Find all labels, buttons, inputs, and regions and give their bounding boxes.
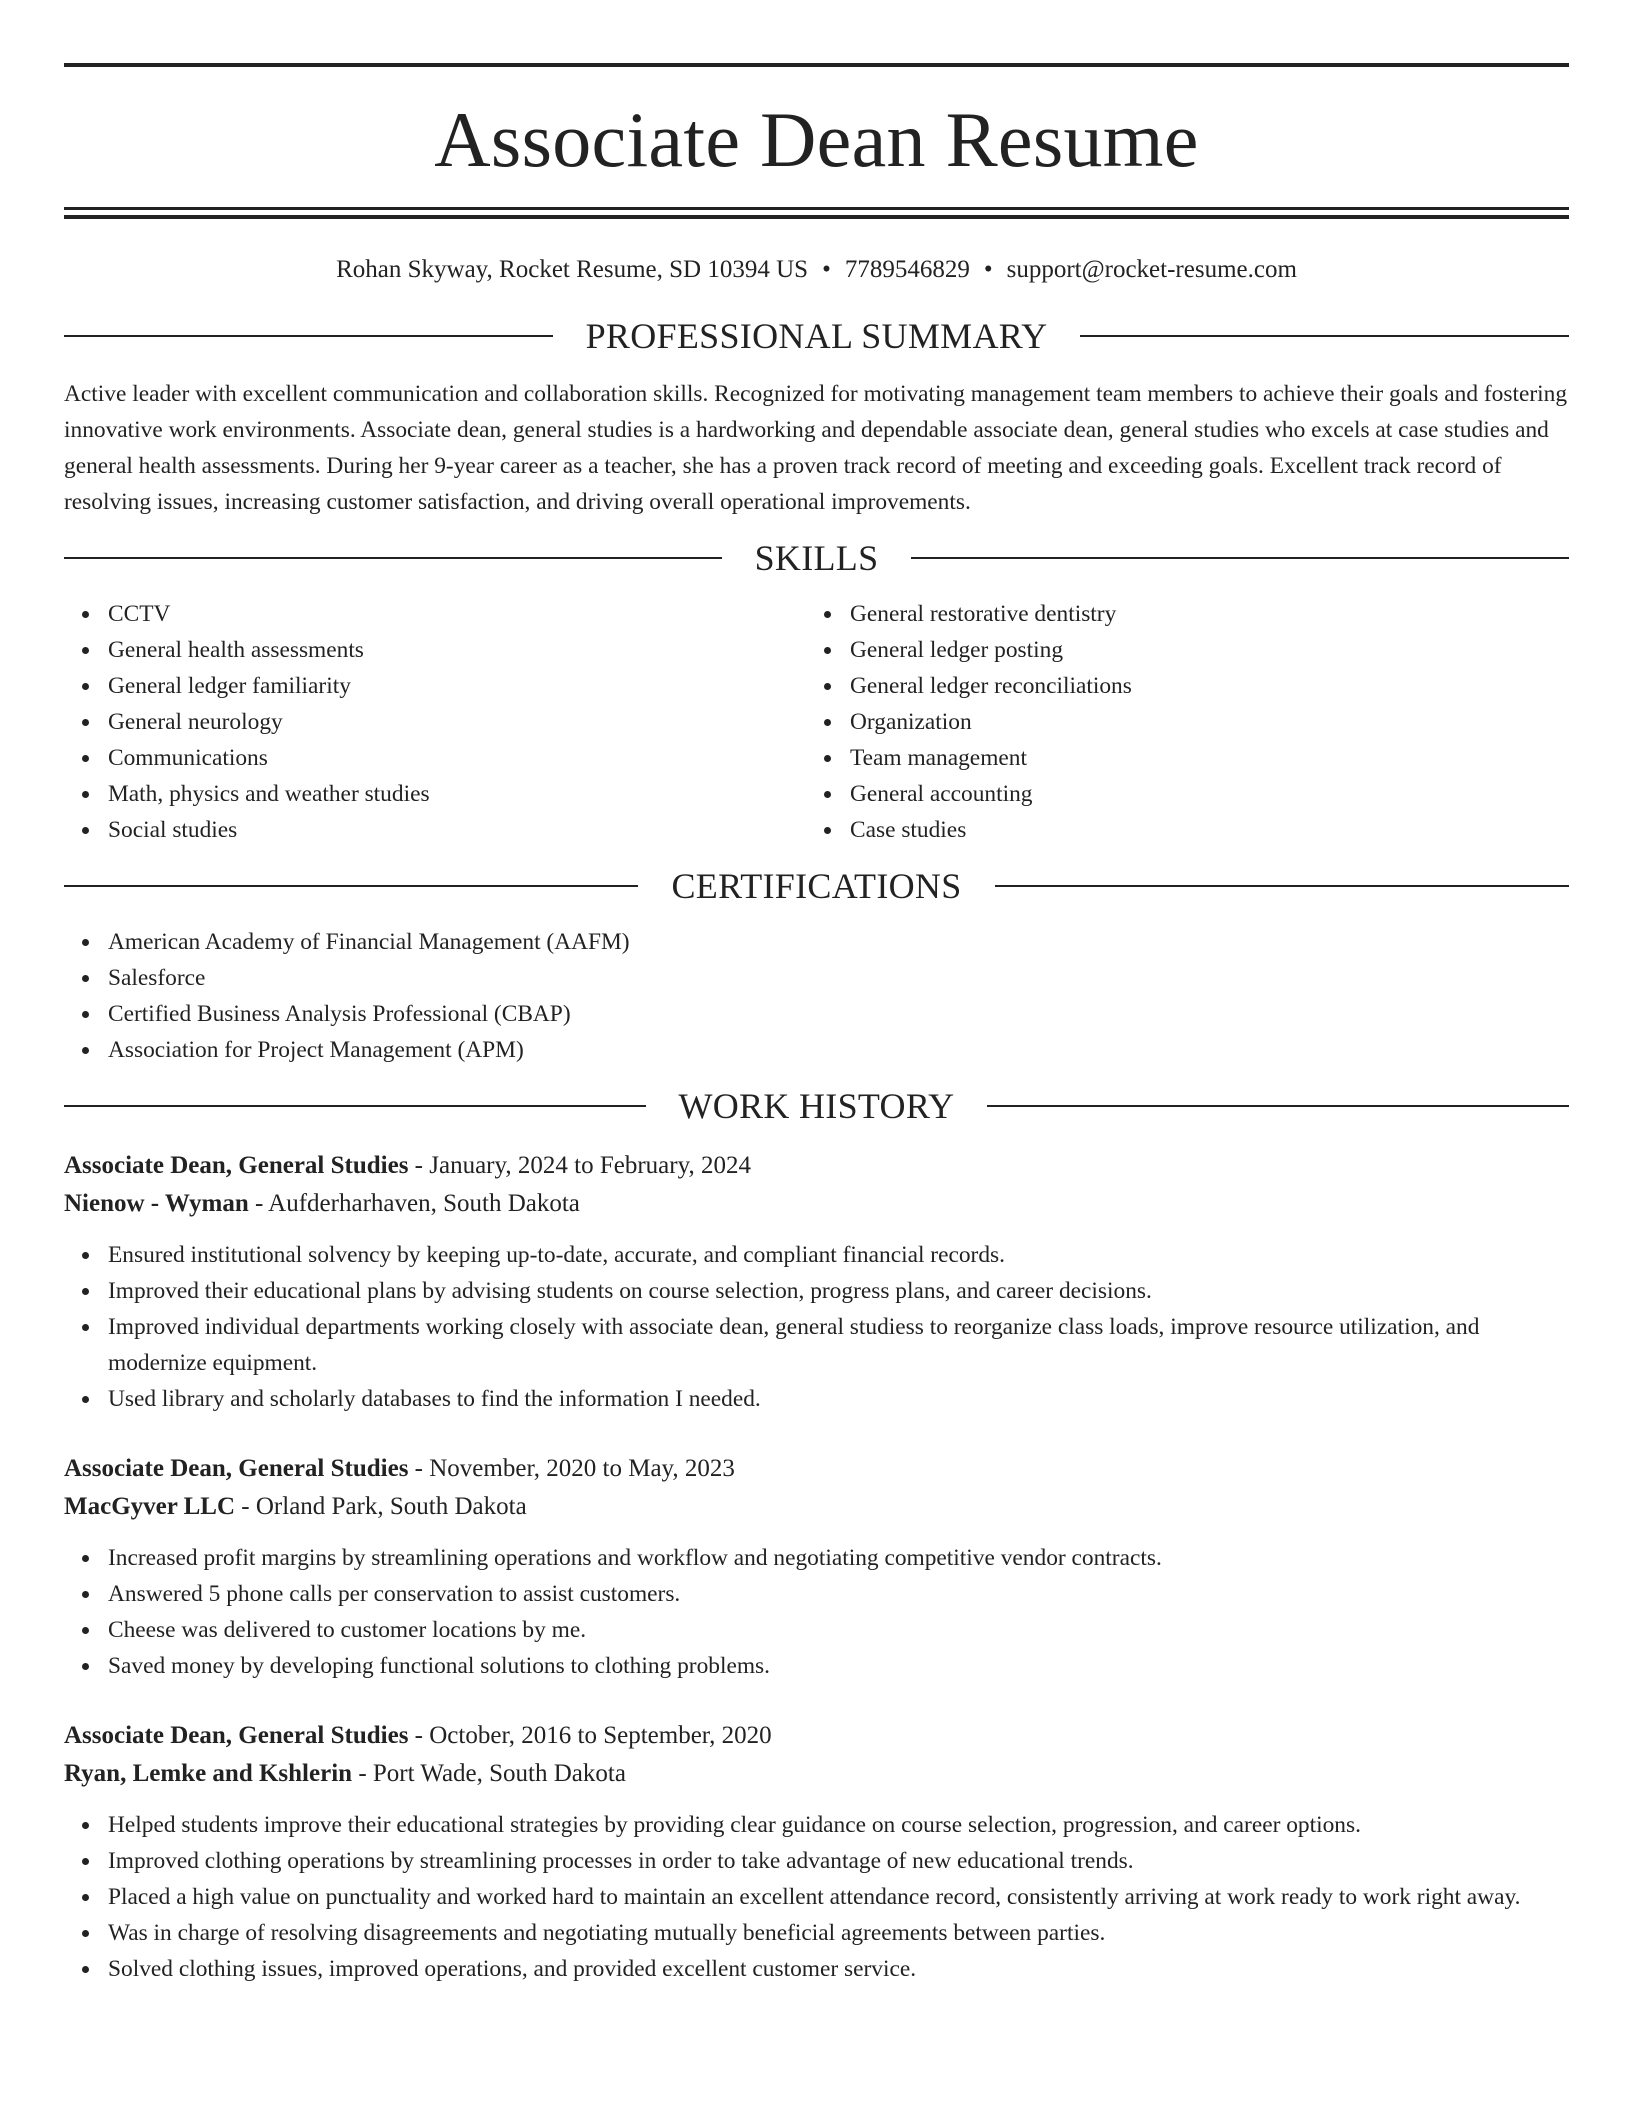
heading-rule bbox=[64, 1105, 646, 1107]
heading-rule bbox=[987, 1105, 1569, 1107]
certification-item: American Academy of Financial Management (AAFM) bbox=[108, 924, 1569, 960]
certification-item: Salesforce bbox=[108, 960, 1569, 996]
job-dates: - January, 2024 to February, 2024 bbox=[408, 1152, 751, 1179]
section-heading-summary bbox=[64, 316, 1569, 356]
job-entry bbox=[64, 1147, 1569, 1417]
heading-rule bbox=[995, 885, 1569, 887]
job-bullet: Was in charge of resolving disagreements and negotiating mutually beneficial agreements between parties. bbox=[108, 1915, 1569, 1951]
skill-item: General restorative dentistry bbox=[850, 596, 1548, 632]
contact-separator: • bbox=[822, 256, 831, 283]
job-location: - Port Wade, South Dakota bbox=[352, 1760, 626, 1787]
summary-paragraph: Active leader with excellent communication and collaboration skills. Recognized for motivating management team members to achieve their goals and fostering innovative work environments. Associate dean, general studies is a hardworking and dependable associate dean, general studies who excels at case studies and general health assessments. During her 9-year career as a teacher, she has a proven track record of meeting and exceeding goals. Excellent track record of resolving issues, increasing customer satisfaction, and driving overall operational improvements. bbox=[64, 381, 1568, 515]
certification-item: Certified Business Analysis Professional (CBAP) bbox=[108, 996, 1569, 1032]
skills-list-left bbox=[64, 596, 806, 848]
job-entry bbox=[64, 1717, 1569, 1987]
job-bullet: Placed a high value on punctuality and worked hard to maintain an excellent attendance record, consistently arriving at work ready to work right away. bbox=[108, 1879, 1569, 1915]
page-title: Associate Dean Resume bbox=[434, 96, 1199, 183]
skill-item: CCTV bbox=[108, 596, 806, 632]
job-bullets bbox=[64, 1807, 1569, 1987]
section-heading-skills bbox=[64, 538, 1569, 578]
contact-address: Rohan Skyway, Rocket Resume, SD 10394 US bbox=[336, 256, 809, 283]
job-company: Nienow - Wyman bbox=[64, 1190, 249, 1217]
skills-list-right bbox=[806, 596, 1548, 848]
job-title: Associate Dean, General Studies bbox=[64, 1722, 409, 1749]
job-bullet: Increased profit margins by streamlining operations and workflow and negotiating competitive vendor contracts. bbox=[108, 1540, 1569, 1576]
job-entry bbox=[64, 1450, 1569, 1684]
section-title: CERTIFICATIONS bbox=[671, 866, 962, 906]
job-title-line bbox=[64, 1147, 1569, 1185]
job-company: Ryan, Lemke and Kshlerin bbox=[64, 1760, 353, 1787]
skill-item: Organization bbox=[850, 704, 1548, 740]
job-bullet: Improved their educational plans by advising students on course selection, progress plans, and career decisions. bbox=[108, 1273, 1569, 1309]
job-company: MacGyver LLC bbox=[64, 1493, 236, 1520]
job-location: - Aufderharhaven, South Dakota bbox=[248, 1190, 580, 1217]
job-bullet: Solved clothing issues, improved operations, and provided excellent customer service. bbox=[108, 1951, 1569, 1987]
job-dates: - October, 2016 to September, 2020 bbox=[408, 1722, 772, 1749]
job-location: - Orland Park, South Dakota bbox=[235, 1493, 527, 1520]
section-title: SKILLS bbox=[754, 538, 879, 578]
skill-item: Case studies bbox=[850, 812, 1548, 848]
skills-column-left bbox=[64, 596, 806, 848]
job-bullet: Helped students improve their educational strategies by providing clear guidance on course selection, progression, and career options. bbox=[108, 1807, 1569, 1843]
contact-line bbox=[64, 255, 1569, 285]
skills-column-right bbox=[806, 596, 1548, 848]
skill-item: General health assessments bbox=[108, 632, 806, 668]
contact-phone: 7789546829 bbox=[844, 256, 970, 283]
job-title-line bbox=[64, 1717, 1569, 1755]
job-dates: - November, 2020 to May, 2023 bbox=[408, 1455, 735, 1482]
contact-email: support@rocket-resume.com bbox=[1006, 256, 1297, 283]
skill-item: General accounting bbox=[850, 776, 1548, 812]
job-bullet: Cheese was delivered to customer locations by me. bbox=[108, 1612, 1569, 1648]
job-title-line bbox=[64, 1450, 1569, 1488]
skill-item: General ledger posting bbox=[850, 632, 1548, 668]
job-title: Associate Dean, General Studies bbox=[64, 1152, 409, 1179]
skill-item: General neurology bbox=[108, 704, 806, 740]
job-bullet: Answered 5 phone calls per conservation to assist customers. bbox=[108, 1576, 1569, 1612]
job-bullet: Saved money by developing functional solutions to clothing problems. bbox=[108, 1648, 1569, 1684]
top-rule bbox=[64, 63, 1569, 67]
title-double-rule bbox=[64, 207, 1569, 219]
work-history-list bbox=[64, 1147, 1569, 1987]
certifications-list bbox=[64, 924, 1569, 1068]
job-company-line bbox=[64, 1755, 1569, 1793]
contact-separator: • bbox=[983, 256, 993, 283]
job-title: Associate Dean, General Studies bbox=[64, 1455, 409, 1482]
job-bullet: Improved clothing operations by streamlining processes in order to take advantage of new educational trends. bbox=[108, 1843, 1569, 1879]
section-title: WORK HISTORY bbox=[678, 1086, 955, 1126]
job-company-line bbox=[64, 1488, 1569, 1526]
section-heading-work-history bbox=[64, 1086, 1569, 1126]
resume-page bbox=[64, 0, 1569, 1987]
skills-grid bbox=[64, 596, 1569, 848]
job-bullet: Used library and scholarly databases to find the information I needed. bbox=[108, 1381, 1569, 1417]
heading-rule bbox=[64, 557, 722, 559]
skill-item: Team management bbox=[850, 740, 1548, 776]
skill-item: General ledger reconciliations bbox=[850, 668, 1548, 704]
job-bullets bbox=[64, 1540, 1569, 1684]
skill-item: Social studies bbox=[108, 812, 806, 848]
heading-rule bbox=[1080, 335, 1569, 337]
section-heading-certifications bbox=[64, 866, 1569, 906]
certification-item: Association for Project Management (APM) bbox=[108, 1032, 1569, 1068]
section-title: PROFESSIONAL SUMMARY bbox=[585, 316, 1048, 356]
skill-item: Communications bbox=[108, 740, 806, 776]
job-bullet: Ensured institutional solvency by keeping up-to-date, accurate, and compliant financial records. bbox=[108, 1237, 1569, 1273]
job-bullets bbox=[64, 1237, 1569, 1417]
job-company-line bbox=[64, 1185, 1569, 1223]
skill-item: Math, physics and weather studies bbox=[108, 776, 806, 812]
heading-rule bbox=[64, 885, 638, 887]
skill-item: General ledger familiarity bbox=[108, 668, 806, 704]
heading-rule bbox=[911, 557, 1569, 559]
heading-rule bbox=[64, 335, 553, 337]
job-bullet: Improved individual departments working closely with associate dean, general studiess to reorganize class loads, improve resource utilization, and modernize equipment. bbox=[108, 1309, 1569, 1381]
